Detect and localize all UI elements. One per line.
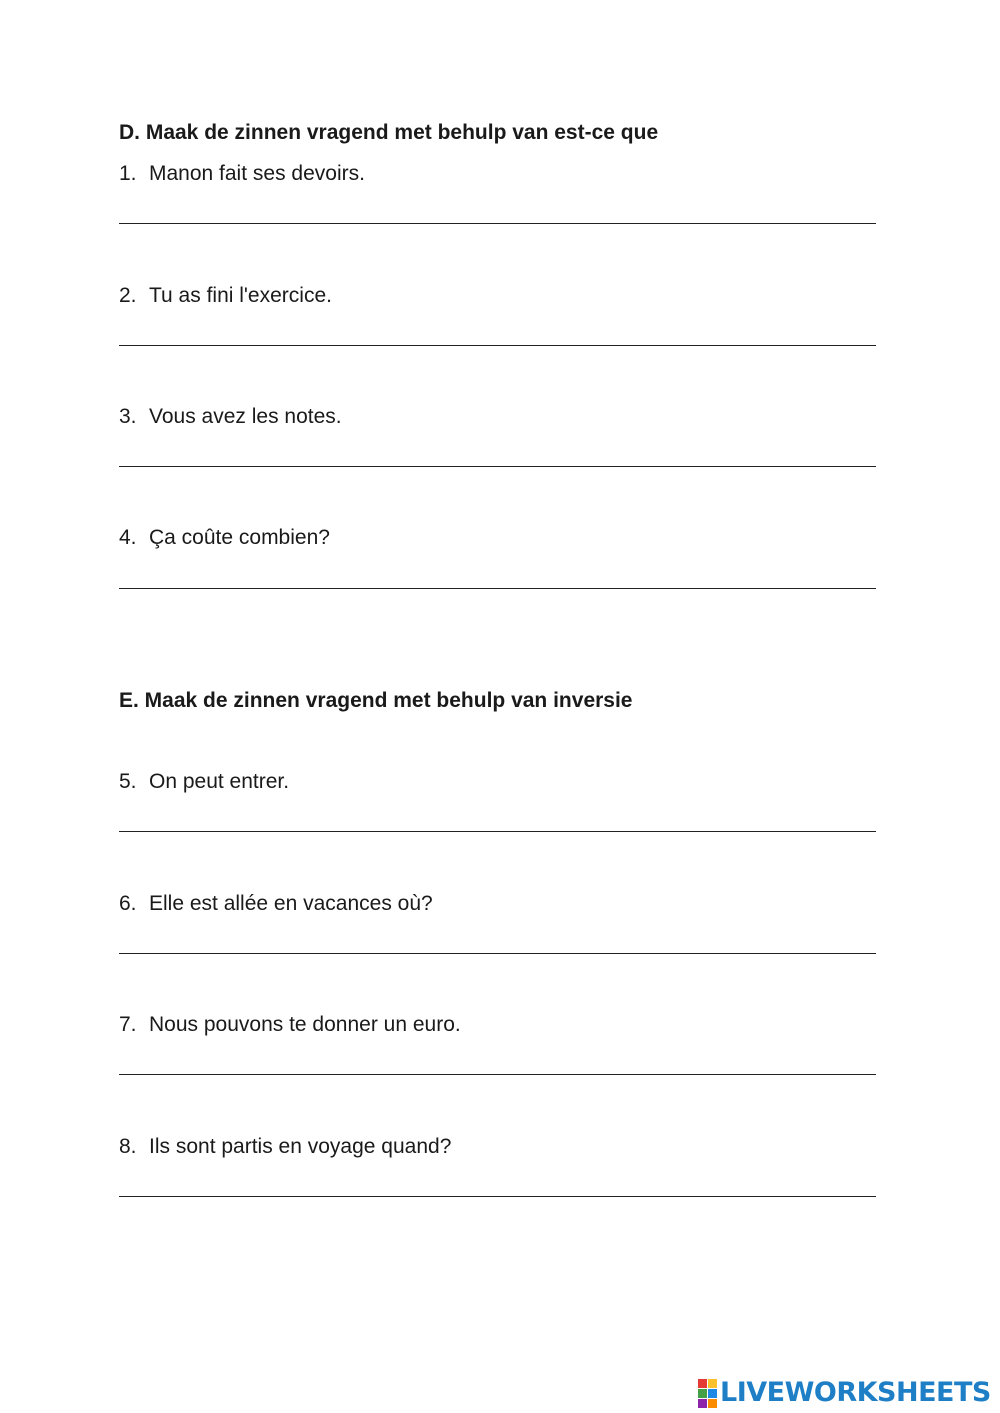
question-number: 7.	[119, 1013, 137, 1036]
question-number: 1.	[119, 162, 137, 185]
question-text: On peut entrer.	[149, 770, 290, 793]
logo-cell	[698, 1399, 707, 1408]
logo-cell	[708, 1399, 717, 1408]
question-text: Ça coûte combien?	[149, 526, 330, 549]
question-3	[119, 404, 342, 430]
answer-line-2[interactable]	[119, 345, 876, 346]
answer-line-3[interactable]	[119, 466, 876, 467]
answer-line-5[interactable]	[119, 831, 876, 832]
question-number: 4.	[119, 526, 137, 549]
liveworksheets-logo-icon	[698, 1379, 717, 1408]
answer-line-7[interactable]	[119, 1074, 876, 1075]
question-1	[119, 161, 365, 187]
question-5	[119, 769, 289, 795]
answer-line-8[interactable]	[119, 1196, 876, 1197]
question-2	[119, 283, 332, 309]
logo-cell	[698, 1389, 707, 1398]
logo-cell	[708, 1389, 717, 1398]
answer-line-4[interactable]	[119, 588, 876, 589]
question-6	[119, 891, 433, 917]
question-number: 5.	[119, 770, 137, 793]
question-text: Tu as fini l'exercice.	[149, 284, 332, 307]
section-e-title: E. Maak de zinnen vragend met behulp van inversie	[119, 689, 633, 712]
answer-line-1[interactable]	[119, 223, 876, 224]
question-text: Ils sont partis en voyage quand?	[149, 1135, 452, 1158]
liveworksheets-brand	[698, 1378, 991, 1408]
logo-cell	[698, 1379, 707, 1388]
question-text: Manon fait ses devoirs.	[149, 162, 365, 185]
section-d-title: D. Maak de zinnen vragend met behulp van est-ce que	[119, 121, 659, 144]
question-7	[119, 1012, 461, 1038]
question-text: Nous pouvons te donner un euro.	[149, 1013, 461, 1036]
question-number: 8.	[119, 1135, 137, 1158]
logo-cell	[708, 1379, 717, 1388]
question-number: 2.	[119, 284, 137, 307]
answer-line-6[interactable]	[119, 953, 876, 954]
question-number: 6.	[119, 892, 137, 915]
brand-name: LIVEWORKSHEETS	[720, 1377, 991, 1408]
question-number: 3.	[119, 405, 137, 428]
question-text: Elle est allée en vacances où?	[149, 892, 433, 915]
question-4	[119, 525, 330, 551]
question-text: Vous avez les notes.	[149, 405, 342, 428]
question-8	[119, 1134, 451, 1160]
